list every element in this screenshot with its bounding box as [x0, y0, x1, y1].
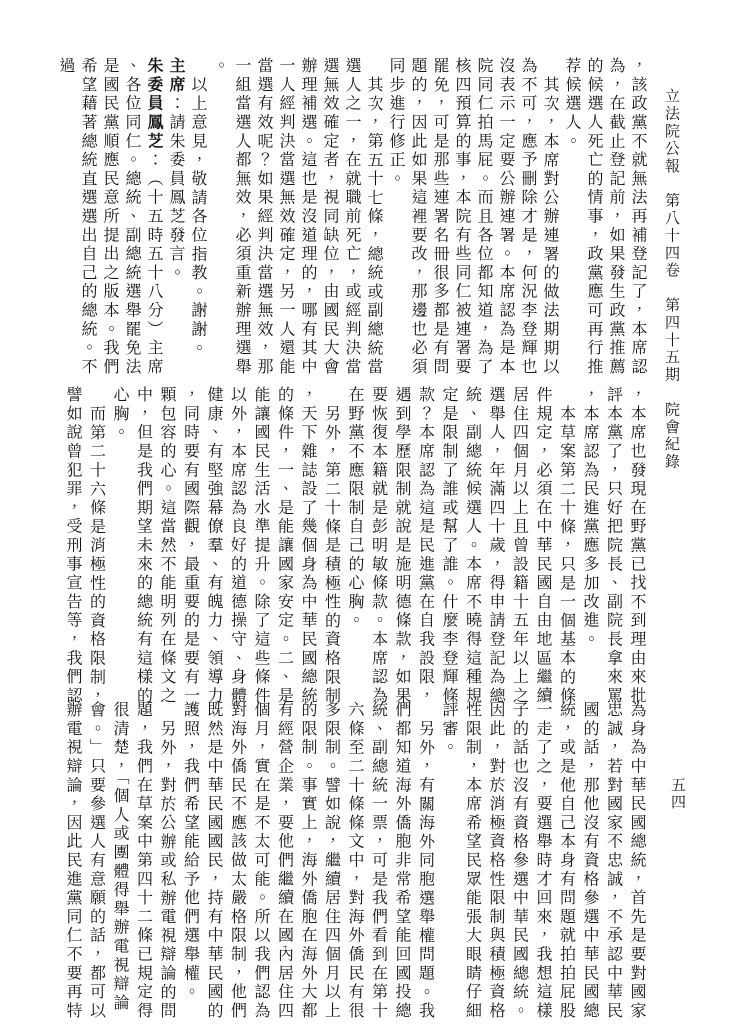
transcript-paragraph: 另外，對於公辦或私辦電視辯論的問題，我們在草案中第四十二條已規定得很清楚，「個人或團體得舉辦電視辯論會。」只要參選人有意願的話，都可以辦電視辯論，因此民進黨同仁不要再特: [64, 701, 175, 1021]
transcript-band-top: [42, 57, 648, 379]
transcript-paragraph: 其次，本席對公辦連署的做法期期以為不可，應予刪除才是，何況李登輝也沒表示一定要公辦連署。本席認為是本院同仁拍馬屁。而且各位都知道，為了核四預算的事，本院有些同仁被連署要罷免，可是那些連署名冊很多都是有問題的，因此如果這裡要改，那邊也必須同步進行修正。: [387, 57, 558, 377]
running-head: 立法院公報 第八十四卷 第四十五期 院會紀錄: [663, 88, 679, 471]
transcript-paragraph: 而第二十六條是消極性的資格限制，譬如說曾犯罪，受刑事宣告等，我們認: [64, 386, 105, 706]
transcript-paragraph: 為身為中華民國總統，首先是要對國家忠誠，若對國家不忠誠，不承認中華民國的話，那他沒有資格參選中華民國總統，或是他自己本身有問題就拍拍屁股一走了之，要選舉時才回來，我想這樣子的話也沒有資格參選中華民國總統。因此，對於消極資格性限制與積極資格性限制，本席希望民眾能張大眼睛仔細評審。: [440, 701, 645, 1021]
transcript-paragraph: 以上意見，敬請各位指教。謝謝。: [189, 75, 206, 358]
speaker-name: 朱委員鳳芝: [145, 57, 162, 151]
transcript-band-bottom: [56, 701, 648, 1023]
transcript-paragraph: 另外，第二十條是積極性的資格限制，天下雜誌設了幾個身為中華民國總統的條件，一、是能讓國家安定。二、是能讓國民生活水準提升。除了這些條件以外，本席認為良好的道德操守、身體健康、有堅強幕僚羣、有魄力、領導力，同時要有國際觀，最重要的是要有一顆包容的心。這當然不能明列在條文之中，但是我們期望未來的總統有這樣的心胸。: [111, 386, 340, 706]
transcript-paragraph: 另外，有關海外同胞選舉權問題。我們都知道海外僑胞非常希望能回國投總統、副總統一票，可是我們看到在第十六條至二十條條文中，對海外僑民有很多限制。譬如說，繼續居住四個月以上的限制。事實上，海外僑胞在海外大都有經營企業，要他們繼續在國內居住四個月，實在是不太可能。所以我們認為對海外僑民不應該做太嚴格限制，他們既然是中華民國國民，持有中華民國的護照，我們希望能給予他們選舉權。: [181, 701, 434, 1021]
transcript-paragraph: 其次，第五十七條，總統或副總統當選人之一，在就職前死亡，或經判決當選無效確定者，視同缺位，由國民大會辦理補選。這也是沒道理的，哪有其中一人經判決當選無效確定，另一人還能當選有效呢？如果經判決當選無效，那一組當選人都無效，必須重新辦理選舉。: [211, 57, 382, 377]
speaker-name: 主席: [167, 57, 184, 95]
speaker-paragraph: 主席：請朱委員鳳芝發言。: [167, 57, 184, 283]
page-number: 五四: [669, 777, 685, 811]
transcript-band-middle: [56, 386, 648, 708]
speaker-paragraph: 朱委員鳳芝：（十五時五十八分）主席、各位同仁。總統、副總統選舉罷免法是國民黨順應民意所提出之版本。我們希望藉著總統直選選出自己的總統。不過: [57, 57, 162, 377]
transcript-paragraph: ，本席也發現在野黨已找不到理由來批評本黨了，只好把院長、副院長拿來罵，本席認為民進黨應多加改進。: [581, 386, 645, 706]
transcript-paragraph: 本草案第二十條，只是一個基本的條件規定，必須在中華民國自由地區繼續居住四個月以上且曾設籍十五年以上之選舉人，年滿四十歲，得申請登記為總統、副總統候選人。本席不曉得這種規定是限制了誰或幫了誰。什麼李登輝條款？本席認為這是民進黨在自我設限，遇到學歷限制就說是施明德條款，如果要恢復本籍就是彭明敏條款。本席認為在野黨不應限制自己的心胸。: [346, 386, 575, 706]
transcript-paragraph: ，該政黨不就無法再補登記了，本席認為，在截止登記前，如果發生政黨推薦的候選人死亡的情事，政黨應可再行推荐候選人。: [563, 57, 646, 377]
